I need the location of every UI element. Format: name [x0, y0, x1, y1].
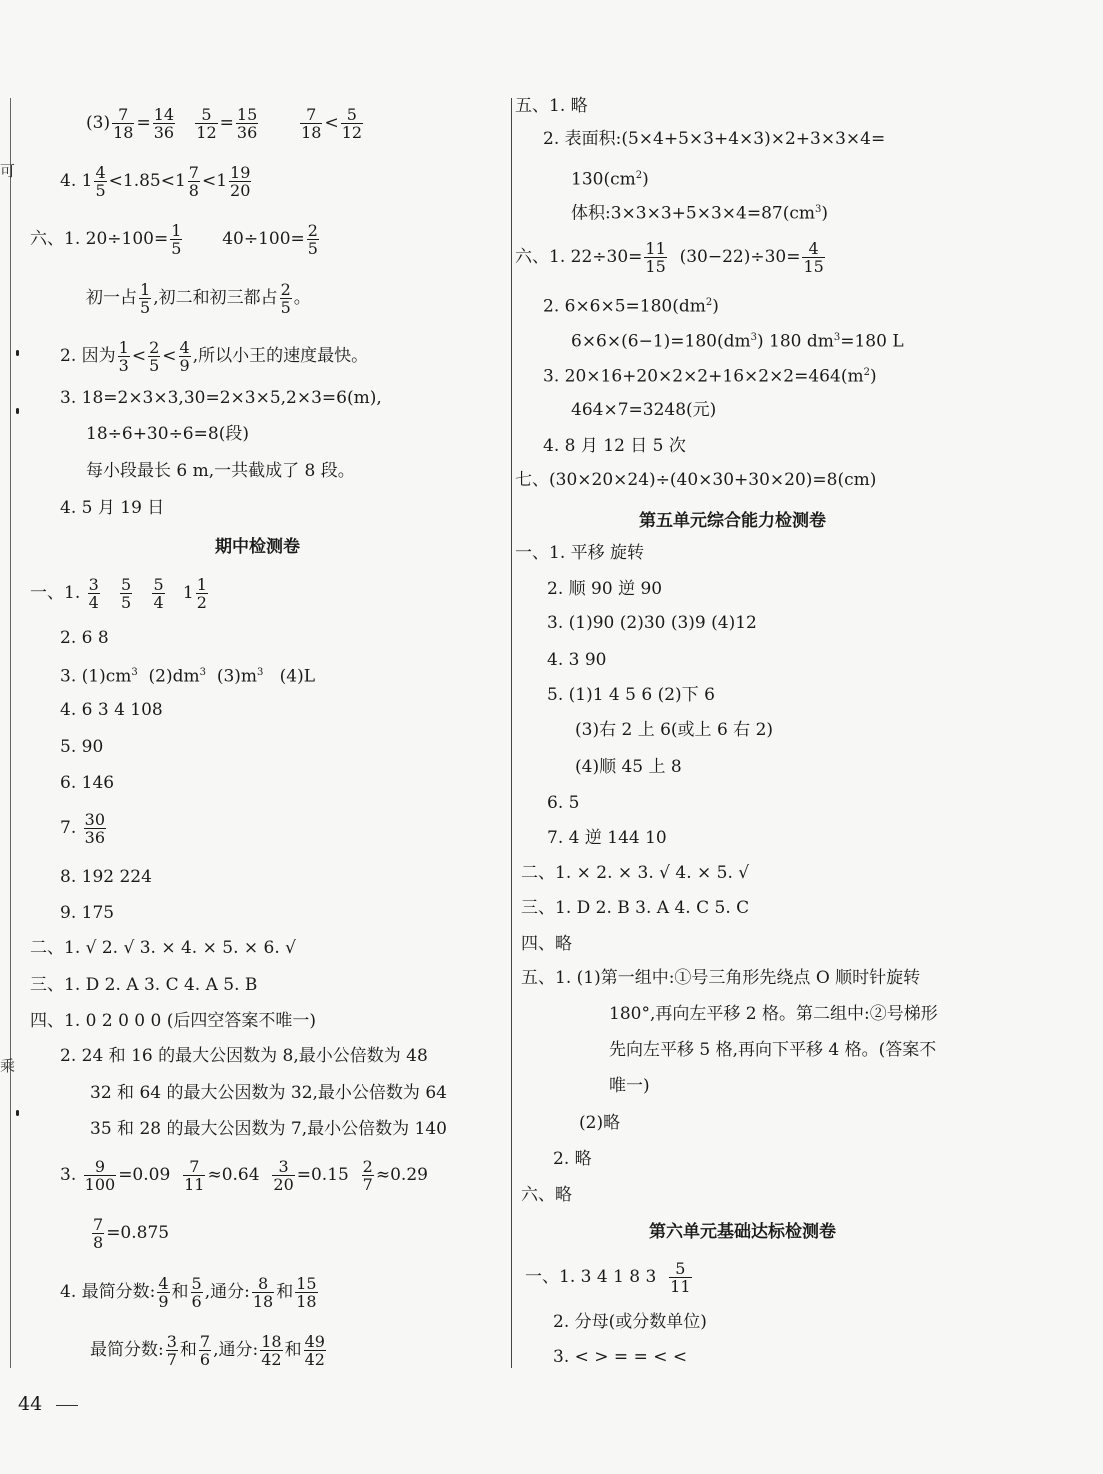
answer-line: 4. 6 3 4 108 [60, 700, 163, 720]
answer-line: 六、略 [521, 1185, 572, 1205]
answer-line: 4. 最简分数: $\frac{4}{9}$ 和 $\frac{5}{6}$ ,通分: $\frac{8}{18}$ 和 $\frac{15}{18}$ [60, 1274, 317, 1311]
answer-line: 一、1. $\frac{3}{4}$ $\frac{5}{5}$ $\frac{5}{4}$ 1 $\frac{1}{2}$ [30, 575, 207, 612]
answer-line: 3. < > = = < < [553, 1347, 688, 1367]
answer-line: (3)右 2 上 6(或上 6 右 2) [575, 720, 774, 740]
answer-line: 五、1. 略 [515, 96, 588, 116]
answer-line: (3) $\frac{7}{18}$ = $\frac{14}{36}$ $\frac{5}{12}$ = $\frac{15}{36}$ $\frac{7}{18}$ < $\frac{5}{12}$ [86, 105, 363, 142]
answer-line: 每小段最长 6 m,一共截成了 8 段。 [86, 461, 355, 481]
edge-char-1: 可 [0, 162, 16, 180]
answer-line: 五、1. (1)第一组中:①号三角形先绕点 O 顺时针旋转 [521, 968, 921, 988]
answer-line: 3. 18=2×3×3,30=2×3×5,2×3=6(m), [60, 388, 382, 408]
answer-line: 3. (1)90 (2)30 (3)9 (4)12 [547, 613, 757, 633]
answer-line: 2. 因为 $\frac{1}{3}$ < $\frac{2}{5}$ < $\frac{4}{9}$ ,所以小王的速度最快。 [60, 338, 369, 375]
page-number-dash [56, 1405, 78, 1406]
answer-line: (4)顺 45 上 8 [575, 757, 682, 777]
answer-line: 七、(30×20×24)÷(40×30+30×20)=8(cm) [515, 470, 877, 490]
answer-line: 体积$:3\times 3\times 3+5\times 3\times 4=87(cm^3)$ [571, 203, 829, 224]
answer-line: 7. $\frac{30}{36}$ [60, 810, 105, 847]
answer-line: 5. 90 [60, 737, 104, 757]
answer-line: 唯一) [609, 1076, 650, 1096]
answer-line: (2)略 [579, 1113, 621, 1133]
answer-line: $\frac{7}{8}$ =0.875 [93, 1215, 170, 1252]
answer-line: $6\times 6\times(6-1)=180(dm^3)$ 180 $dm^3=180$ L [571, 331, 904, 352]
answer-line: 2. 6 8 [60, 628, 109, 648]
answer-line: 4. 1 $\frac{4}{5}$ <1.85<1 $\frac{7}{8}$ <1 $\frac{19}{20}$ [60, 163, 251, 200]
answer-line: 2. 表面积:(5×4+5×3+4×3)×2+3×3×4= [543, 129, 886, 149]
section-heading: 第五单元综合能力检测卷 [639, 511, 826, 531]
answer-line: 一、1. 平移 旋转 [515, 543, 645, 563]
answer-line: 35 和 28 的最大公因数为 7,最小公倍数为 140 [90, 1119, 447, 1139]
answer-line: 一、1. 3 4 1 8 3 $\frac{5}{11}$ [525, 1259, 691, 1296]
answer-line: 4. 5 月 19 日 [60, 498, 165, 518]
answer-line: 3. $20\times 16+20\times 2\times 2+16\times 2\times 2=464(m^2)$ [543, 366, 877, 387]
section-heading: 第六单元基础达标检测卷 [649, 1222, 836, 1242]
answer-line: 二、1. √ 2. √ 3. × 4. × 5. × 6. √ [30, 938, 296, 958]
answer-line: 最简分数: $\frac{3}{7}$ 和 $\frac{7}{6}$ ,通分: $\frac{18}{42}$ 和 $\frac{49}{42}$ [90, 1332, 325, 1369]
answer-line: 180°,再向左平移 2 格。第二组中:②号梯形 [609, 1004, 938, 1024]
answer-line: 4. 8 月 12 日 5 次 [543, 436, 686, 456]
page-number: 44 [18, 1393, 43, 1415]
answer-line: 3. $(1)cm^3$ $(2)dm^3$ $(3)m^3$ (4)L [60, 666, 315, 687]
answer-line: 四、略 [521, 934, 572, 954]
answer-line: $130(cm^2)$ [571, 169, 649, 190]
answer-line: 2. $6\times 6\times 5=180(dm^2)$ [543, 296, 719, 317]
column-divider [511, 98, 512, 1368]
answer-line: 3. $\frac{9}{100}$ =0.09 $\frac{7}{11}$ ≈0.64 $\frac{3}{20}$ =0.15 $\frac{2}{7}$ ≈0.29 [60, 1157, 428, 1194]
left-margin-rule [10, 98, 11, 1368]
answer-line: 2. 24 和 16 的最大公因数为 8,最小公倍数为 48 [60, 1046, 428, 1066]
margin-mark [16, 350, 19, 356]
answer-line: 8. 192 224 [60, 867, 152, 887]
answer-line: 三、1. D 2. B 3. A 4. C 5. C [521, 898, 750, 918]
answer-line: 2. 略 [553, 1149, 592, 1169]
answer-line: 四、1. 0 2 0 0 0 (后四空答案不唯一) [30, 1011, 316, 1031]
answer-line: 2. 分母(或分数单位) [553, 1312, 707, 1332]
answer-line: 6. 5 [547, 793, 580, 813]
answer-line: 5. (1)1 4 5 6 (2)下 6 [547, 685, 715, 705]
answer-line: 三、1. D 2. A 3. C 4. A 5. B [30, 975, 258, 995]
answer-line: 32 和 64 的最大公因数为 32,最小公倍数为 64 [90, 1083, 447, 1103]
answer-line: 9. 175 [60, 903, 115, 923]
answer-line: 初一占 $\frac{1}{5}$ ,初二和初三都占 $\frac{2}{5}$ 。 [86, 280, 311, 317]
answer-line: 2. 顺 90 逆 90 [547, 579, 663, 599]
answer-line: 六、1. 22÷30= $\frac{11}{15}$ (30−22)÷30= $\frac{4}{15}$ [515, 239, 824, 276]
answer-line: 先向左平移 5 格,再向下平移 4 格。(答案不 [609, 1040, 937, 1060]
margin-mark [16, 1110, 19, 1116]
answer-line: 464×7=3248(元) [571, 400, 717, 420]
answer-line: 7. 4 逆 144 10 [547, 828, 667, 848]
answer-line: 4. 3 90 [547, 650, 607, 670]
answer-line: 6. 146 [60, 773, 115, 793]
answer-line: 二、1. × 2. × 3. √ 4. × 5. √ [521, 863, 750, 883]
section-heading: 期中检测卷 [215, 537, 300, 557]
answer-line: 18÷6+30÷6=8(段) [86, 424, 249, 444]
margin-mark [16, 408, 19, 414]
answer-line: 六、1. 20÷100= $\frac{1}{5}$ 40÷100= $\frac{2}{5}$ [30, 221, 318, 258]
edge-char-2: 乘 [0, 1057, 16, 1075]
